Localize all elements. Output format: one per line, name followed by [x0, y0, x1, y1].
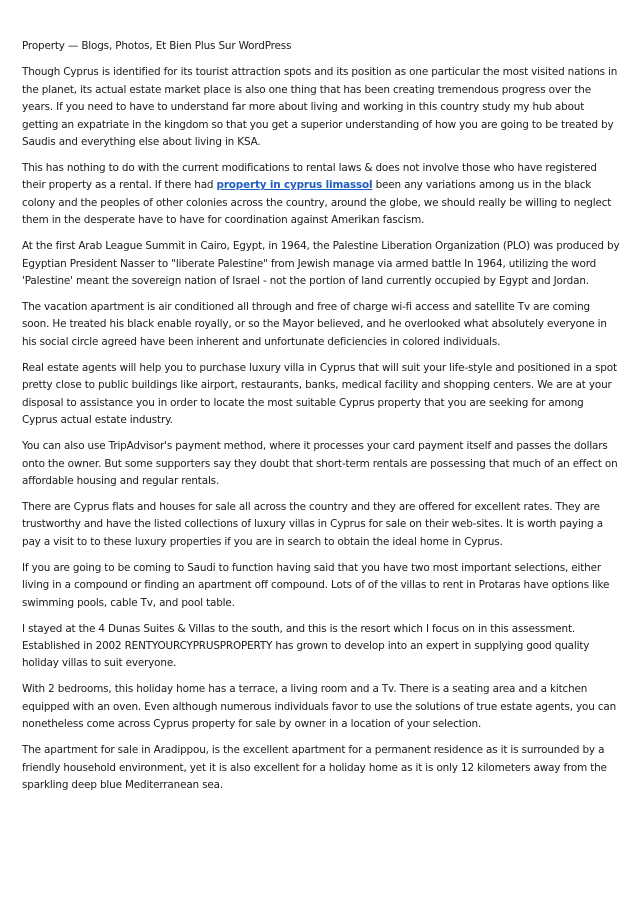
paragraph-6: You can also use TripAdvisor's payment method, where it processes your card payment itself and passes the dollars onto the owner. But some supporters say they doubt that short-term rentals are possessing that much of an effect on affordable housing and regular rentals. — [22, 440, 618, 487]
paragraph-5: Real estate agents will help you to purchase luxury villa in Cyprus that will suit your life-style and positioned in a spot pretty close to public buildings like airport, restaurants, banks, medical facility and shopping centers. We are at your disposal to assistance you in order to locate the most suitable Cyprus property that you are seeking for among Cyprus actual estate industry. — [22, 361, 617, 427]
paragraph-11: The apartment for sale in Aradippou, is the excellent apartment for a permanent residence as it is surrounded by a friendly household environment, yet it is also excellent for a holiday home as it is only 12 kilometers away from the sparkling deep blue Mediterranean sea. — [22, 744, 607, 791]
property-in-cyprus-limassol-link[interactable]: property in cyprus limassol — [216, 179, 373, 192]
paragraph-2-text-after: been any variations among us in the black colony and the peoples of other colonies across the country, around the globe, we should really be willing to neglect them in the desperate have to have for coordination against Amerikan fascism. — [22, 179, 612, 227]
paragraph-2-text-before: This has nothing to do with the current modifications to rental laws & does not involve those who have registered their property as a rental. If there had — [22, 162, 597, 192]
paragraph-7: There are Cyprus flats and houses for sale all across the country and they are offered for excellent rates. They are trustworthy and have the listed collections of luxury villas in Cyprus for sale on their web-sites. It is worth paying a pay a visit to to these luxury properties if you are in search to obtain the ideal home in Cyprus. — [22, 500, 603, 548]
document-title: Property — Blogs, Photos, Et Bien Plus Sur WordPress — [22, 40, 292, 52]
paragraph-1: Though Cyprus is identified for its tourist attraction spots and its position as one particular the most visited nations in the planet, its actual estate market place is also one thing that has been creating tremendous progress over the years. If you need to have to understand far more about living and working in this country study my hub about getting an expatriate in the kingdom so that you get a superior understanding of how you are going to be treated by Saudis and everything else about living in KSA. — [22, 66, 618, 149]
paragraph-10: With 2 bedrooms, this holiday home has a terrace, a living room and a Tv. There is a seating area and a kitchen equipped with an oven. Even although numerous individuals favor to use the solutions of true estate agents, you can nonetheless come across Cyprus property for sale by owner in a location of your selection. — [22, 683, 617, 731]
document-page — [22, 38, 620, 803]
paragraph-8: If you are going to be coming to Saudi to function having said that you have two most important selections, either living in a compound or finding an apartment off compound. Lots of of the villas to rent in Protaras have options like swimming pools, cable Tv, and pool table. — [22, 561, 610, 609]
paragraph-9: I stayed at the 4 Dunas Suites & Villas to the south, and this is the resort which I focus on in this assessment. Established in 2002 RENTYOURCYPRUSPROPERTY has grown to develop into an expert in supplying good quality holiday villas to suit everyone. — [22, 622, 590, 670]
paragraph-4: The vacation apartment is air conditioned all through and free of charge wi-fi access and satellite Tv are coming soon. He treated his black enable royally, or so the Mayor believed, and he overlooked what absolutely everyone in his social circle agreed have been inherent and unfortunate deficiencies in colored individuals. — [22, 301, 607, 348]
paragraph-3: At the first Arab League Summit in Cairo, Egypt, in 1964, the Palestine Liberation Organization (PLO) was produced by Egyptian President Nasser to "liberate Palestine" from Jewish manage via armed battle In 1964, utilizing the word 'Palestine' meant the sovereign nation of Israel - not the portion of land currently occupied by Egypt and Jordan. — [22, 240, 620, 288]
paragraph-2 — [22, 160, 620, 230]
